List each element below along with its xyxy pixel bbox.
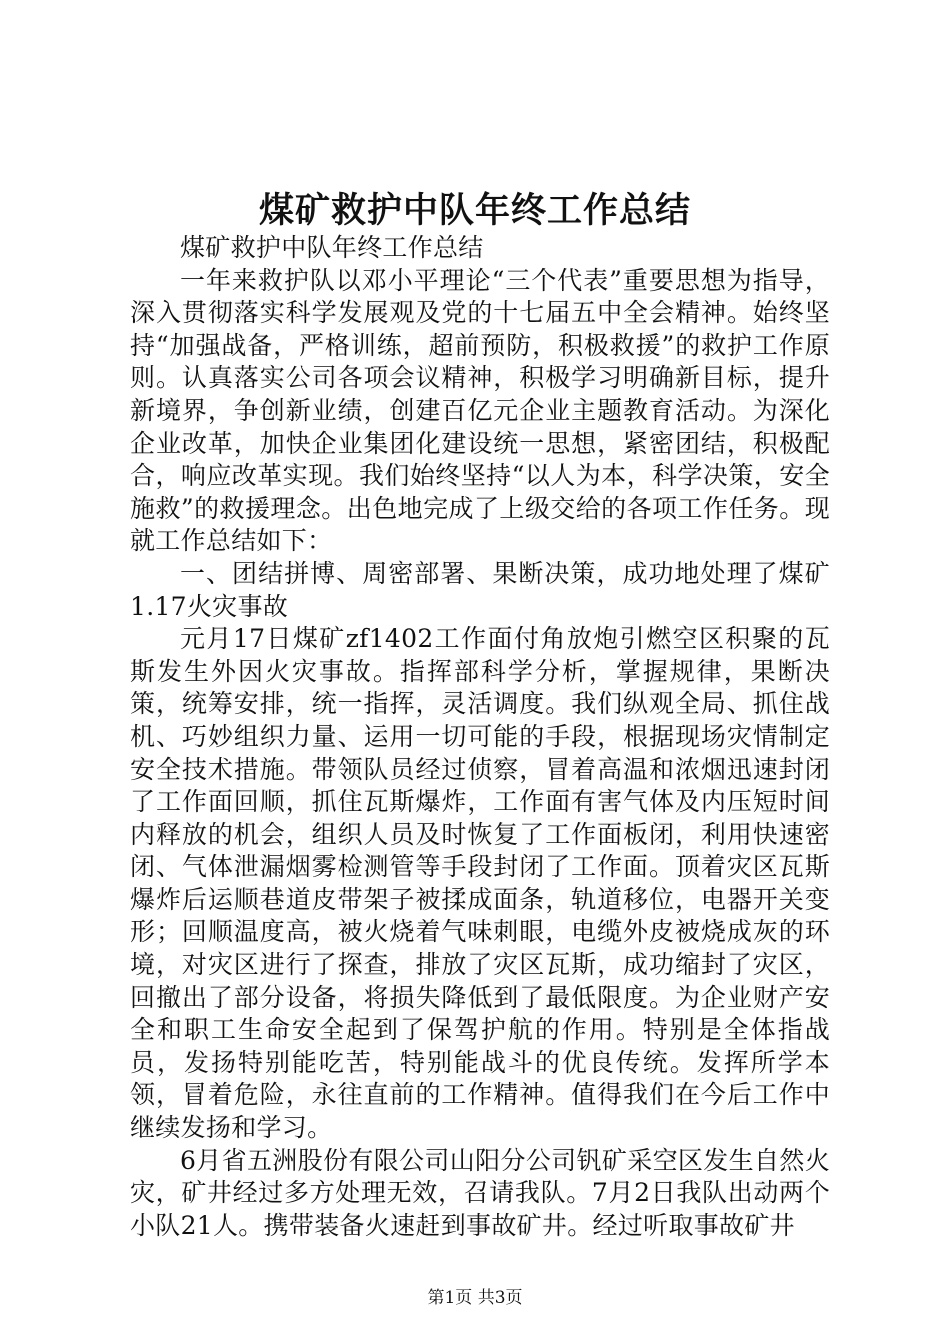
paragraph-june-rescue: 6月省五洲股份有限公司山阳分公司钒矿采空区发生自然火灾，矿井经过多方处理无效，召请我队。7月2日我队出动两个小队21人。携带装备火速赶到事故矿井。经过听取事故矿井 <box>130 1145 830 1240</box>
document-body <box>130 232 830 1242</box>
paragraph-section-heading: 一、团结拼博、周密部署、果断决策，成功地处理了煤矿1.17火灾事故 <box>130 558 830 621</box>
paragraph-fire-incident: 元月17日煤矿zf1402工作面付角放炮引燃空区积聚的瓦斯发生外因火灾事故。指挥部科学分析，掌握规律，果断决策，统筹安排，统一指挥，灵活调度。我们纵观全局、抓住战机、巧妙组织力量、运用一切可能的手段，根据现场灾情制定安全技术措施。带领队员经过侦察，冒着高温和浓烟迅速封闭了工作面回顺，抓住瓦斯爆炸，工作面有害气体及内压短时间内释放的机会，组织人员及时恢复了工作面板闭，利用快速密闭、气体泄漏烟雾检测管等手段封闭了工作面。顶着灾区瓦斯爆炸后运顺巷道皮带架子被揉成面条，轨道移位，电器开关变形；回顺温度高，被火烧着气味刺眼，电缆外皮被烧成灰的环境，对灾区进行了探查，排放了灾区瓦斯，成功缩封了灾区，回撤出了部分设备，将损失降低到了最低限度。为企业财产安全和职工生命安全起到了保驾护航的作用。特别是全体指战员，发扬特别能吃苦，特别能战斗的优良传统。发挥所学本领，冒着危险，永往直前的工作精神。值得我们在今后工作中继续发扬和学习。 <box>130 624 830 1143</box>
paragraph-subtitle: 煤矿救护中队年终工作总结 <box>180 233 484 262</box>
document-title: 煤矿救护中队年终工作总结 <box>258 190 691 231</box>
page-number-footer: 第1页 共3页 <box>427 1288 523 1308</box>
paragraph-intro: 一年来救护队以邓小平理论“三个代表”重要思想为指导，深入贯彻落实科学发展观及党的十七届五中全会精神。始终坚持“加强战备，严格训练，超前预防，积极救援”的救护工作原则。认真落实公司各项会议精神，积极学习明确新目标，提升新境界，争创新业绩，创建百亿元企业主题教育活动。为深化企业改革，加快企业集团化建设统一思想，紧密团结，积极配合，响应改革实现。我们始终坚持“以人为本，科学决策，安全施救”的救援理念。出色地完成了上级交给的各项工作任务。现就工作总结如下： <box>130 265 830 556</box>
